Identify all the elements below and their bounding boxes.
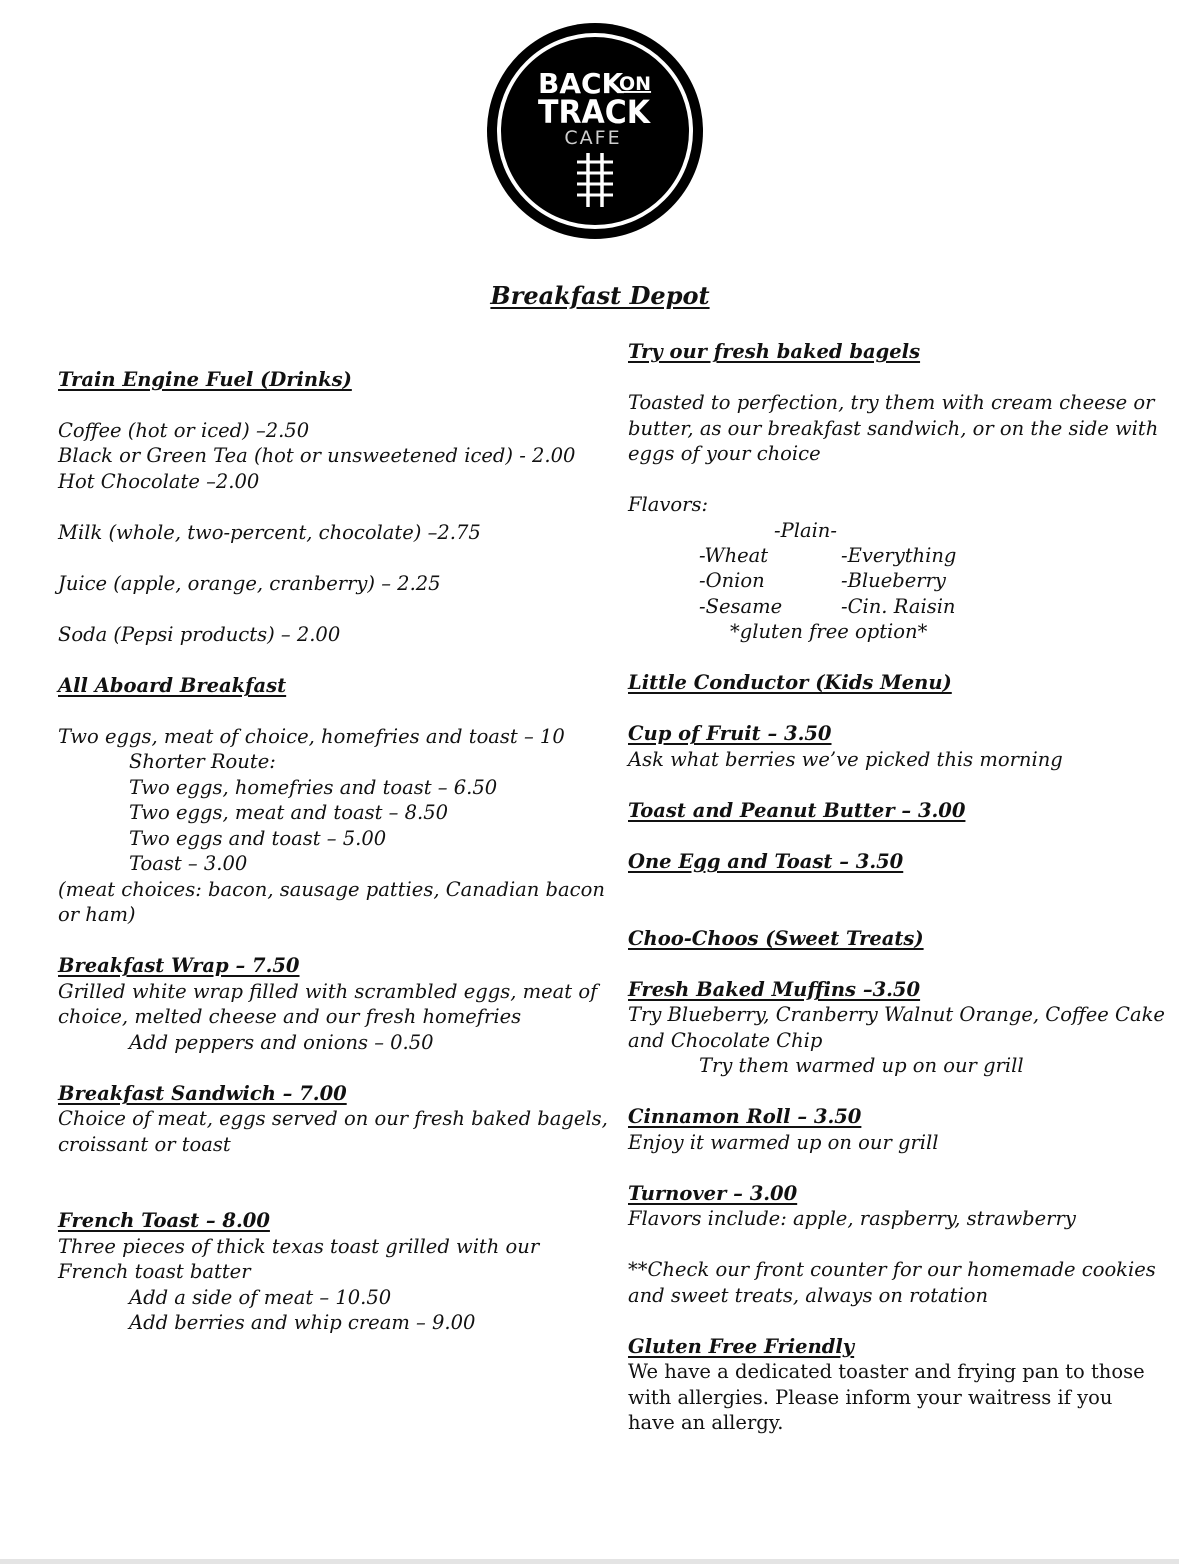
shorter-route-option: Toast – 3.00 [129, 852, 248, 875]
cafe-logo [486, 22, 704, 240]
page-bottom-edge [0, 1559, 1179, 1564]
logo-line-on: ON [619, 73, 652, 95]
drink-milk: Milk (whole, two-percent, chocolate) –2.75 [58, 521, 481, 544]
gluten-free-desc: have an allergy. [628, 1411, 784, 1434]
flavors-label: Flavors: [628, 493, 709, 516]
shorter-route-option: Two eggs, meat and toast – 8.50 [129, 801, 449, 824]
all-aboard-heading: All Aboard Breakfast [58, 674, 287, 697]
toast-pb-heading: Toast and Peanut Butter – 3.00 [628, 799, 966, 822]
muffins-desc: Try Blueberry, Cranberry Walnut Orange, Coffee Cake [628, 1003, 1165, 1026]
logo-line-track: TRACK [538, 93, 652, 131]
drink-soda: Soda (Pepsi products) – 2.00 [58, 623, 341, 646]
flavor-item: -Onion [699, 569, 765, 592]
french-toast-addon: Add a side of meat – 10.50 [129, 1286, 392, 1309]
drinks-heading: Train Engine Fuel (Drinks) [58, 368, 352, 391]
gluten-free-option: *gluten free option* [730, 620, 928, 643]
shorter-route-option: Two eggs and toast – 5.00 [129, 827, 387, 850]
drink-tea: Black or Green Tea (hot or unsweetened iced) - 2.00 [58, 444, 576, 467]
flavor-item: -Sesame [699, 595, 783, 618]
gluten-free-desc: with allergies. Please inform your waitress if you [628, 1386, 1113, 1409]
wrap-desc: Grilled white wrap filled with scrambled eggs, meat of [58, 980, 598, 1003]
drink-coffee: Coffee (hot or iced) –2.50 [58, 419, 310, 442]
turnover-desc: Flavors include: apple, raspberry, strawberry [628, 1207, 1076, 1230]
page-title: Breakfast Depot [490, 281, 710, 310]
french-toast-addon: Add berries and whip cream – 9.00 [129, 1311, 476, 1334]
drink-juice: Juice (apple, orange, cranberry) – 2.25 [58, 572, 441, 595]
shorter-route-label: Shorter Route: [129, 750, 276, 773]
logo-line-back: BACK [538, 67, 624, 100]
wrap-heading: Breakfast Wrap – 7.50 [58, 954, 300, 977]
drink-hot-chocolate: Hot Chocolate –2.00 [58, 470, 260, 493]
cinnamon-roll-heading: Cinnamon Roll – 3.50 [628, 1105, 862, 1128]
flavor-plain: -Plain- [774, 519, 837, 542]
turnover-heading: Turnover – 3.00 [628, 1182, 798, 1205]
bagels-desc: Toasted to perfection, try them with cream cheese or [628, 391, 1155, 414]
counter-note: and sweet treats, always on rotation [628, 1284, 989, 1307]
wrap-desc: choice, melted cheese and our fresh homefries [58, 1005, 522, 1028]
bagels-desc: eggs of your choice [628, 442, 821, 465]
french-toast-desc: Three pieces of thick texas toast grilled with our [58, 1235, 540, 1258]
counter-note: **Check our front counter for our homemade cookies [628, 1258, 1156, 1281]
muffins-desc: and Chocolate Chip [628, 1029, 823, 1052]
flavor-item: -Blueberry [841, 569, 946, 592]
egg-toast-heading: One Egg and Toast – 3.50 [628, 850, 904, 873]
gluten-free-desc: We have a dedicated toaster and frying pan to those [628, 1360, 1145, 1383]
flavor-item: -Everything [841, 544, 957, 567]
cup-of-fruit-desc: Ask what berries we’ve picked this morning [628, 748, 1063, 771]
french-toast-desc: French toast batter [58, 1260, 251, 1283]
cup-of-fruit-heading: Cup of Fruit – 3.50 [628, 722, 832, 745]
flavor-item: -Wheat [699, 544, 769, 567]
muffins-grill-note: Try them warmed up on our grill [699, 1054, 1024, 1077]
gluten-free-heading: Gluten Free Friendly [628, 1335, 855, 1358]
kids-menu-heading: Little Conductor (Kids Menu) [628, 671, 952, 694]
sweet-treats-heading: Choo-Choos (Sweet Treats) [628, 927, 924, 950]
meat-choices-note: or ham) [58, 903, 136, 926]
sandwich-heading: Breakfast Sandwich – 7.00 [58, 1082, 347, 1105]
logo-line-cafe: CAFE [564, 127, 622, 149]
shorter-route-option: Two eggs, homefries and toast – 6.50 [129, 776, 498, 799]
bagels-heading: Try our fresh baked bagels [628, 340, 921, 363]
french-toast-heading: French Toast – 8.00 [58, 1209, 270, 1232]
wrap-addon: Add peppers and onions – 0.50 [129, 1031, 434, 1054]
flavor-item: -Cin. Raisin [841, 595, 956, 618]
all-aboard-main: Two eggs, meat of choice, homefries and toast – 10 [58, 725, 565, 748]
cinnamon-roll-desc: Enjoy it warmed up on our grill [628, 1131, 939, 1154]
sandwich-desc: Choice of meat, eggs served on our fresh baked bagels, [58, 1107, 608, 1130]
sandwich-desc: croissant or toast [58, 1133, 231, 1156]
bagels-desc: butter, as our breakfast sandwich, or on the side with [628, 417, 1159, 440]
meat-choices-note: (meat choices: bacon, sausage patties, Canadian bacon [58, 878, 605, 901]
muffins-heading: Fresh Baked Muffins –3.50 [628, 978, 921, 1001]
